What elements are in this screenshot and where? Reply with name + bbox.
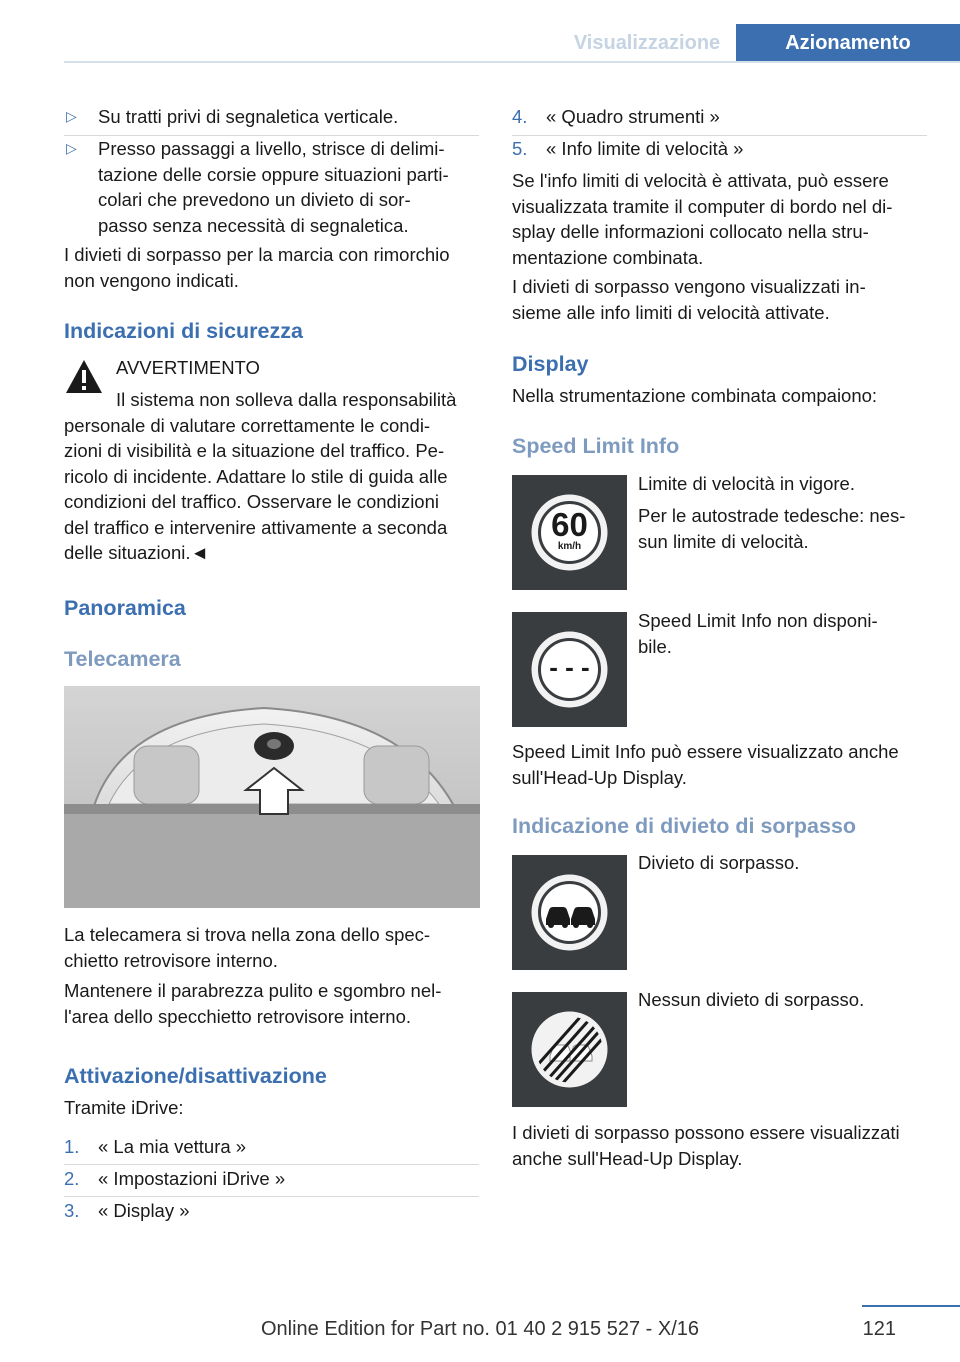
paragraph: I divieti di sorpasso possono essere visualizzati: [512, 1122, 900, 1143]
warning-text: personale di valutare correttamente le condi-: [64, 414, 431, 436]
warning-text: ricolo di incidente. Adattare lo stile di guida alle: [64, 465, 448, 487]
step-number: 1.: [64, 1136, 80, 1157]
end-no-overtaking-sign: [512, 992, 627, 1107]
warning-text: condizioni del traffico. Osservare le condizioni: [64, 491, 439, 512]
heading-camera: Telecamera: [64, 647, 181, 671]
heading-overview: Panoramica: [64, 596, 186, 620]
step-text: « Info limite di velocità »: [546, 138, 744, 159]
step-number: 3.: [64, 1200, 80, 1221]
paragraph: anche sull'Head-Up Display.: [512, 1147, 743, 1169]
divider: [64, 1164, 479, 1165]
no-overtaking-sign: [512, 855, 627, 970]
page-number-rule: [862, 1305, 960, 1307]
paragraph: I divieti di sorpasso vengono visualizzati in-: [512, 276, 866, 297]
warning-icon: [64, 358, 104, 396]
activation-intro: Tramite iDrive:: [64, 1097, 184, 1118]
heading-speed-limit-info: Speed Limit Info: [512, 434, 680, 458]
bullet-marker: ▷: [66, 140, 77, 156]
step-number: 4.: [512, 106, 528, 127]
step-text: « Impostazioni iDrive »: [98, 1168, 286, 1189]
sign-description: Nessun divieto di sorpasso.: [638, 989, 865, 1010]
bullet-text: tazione delle corsie oppure situazioni parti-: [98, 163, 449, 185]
speed-limit-value: 60: [551, 506, 588, 543]
camera-location-image: [64, 686, 480, 908]
tab-visualizzazione[interactable]: Visualizzazione: [573, 31, 721, 54]
warning-text: del traffico e intervenire attivamente a seconda: [64, 516, 448, 538]
divider: [64, 1196, 479, 1197]
sign-description: Per le autostrade tedesche: nes-: [638, 505, 906, 526]
step-text: « La mia vettura »: [98, 1136, 247, 1157]
step-number: 5.: [512, 138, 528, 159]
step-number: 2.: [64, 1168, 80, 1189]
paragraph: mentazione combinata.: [512, 246, 704, 268]
camera-text: chietto retrovisore interno.: [64, 949, 278, 971]
heading-display: Display: [512, 352, 589, 376]
bullet-text: colari che prevedono un divieto di sor-: [98, 189, 411, 210]
header-divider: [64, 61, 960, 63]
sign-description: Limite di velocità in vigore.: [638, 473, 855, 494]
step-text: « Quadro strumenti »: [546, 106, 720, 127]
sign-description: Speed Limit Info non disponi-: [638, 610, 878, 631]
bullet-text: Su tratti privi di segnaletica verticale.: [98, 106, 399, 127]
paragraph: splay delle informazioni collocato nella stru-: [512, 221, 869, 242]
paragraph: sull'Head-Up Display.: [512, 766, 687, 788]
camera-text: l'area dello specchietto retrovisore interno.: [64, 1005, 411, 1027]
speed-limit-unavailable-sign: [512, 612, 627, 727]
camera-text: Mantenere il parabrezza pulito e sgombro nel-: [64, 980, 442, 1001]
tab-azionamento[interactable]: Azionamento: [736, 24, 960, 62]
paragraph: non vengono indicati.: [64, 269, 239, 291]
bullet-marker: ▷: [66, 108, 77, 124]
paragraph: sieme alle info limiti di velocità attivate.: [512, 301, 830, 323]
speed-limit-placeholder: - - -: [549, 652, 590, 682]
warning-text: zioni di visibilità e la situazione del traffico. Pe-: [64, 440, 445, 461]
heading-no-overtaking: Indicazione di divieto di sorpasso: [512, 814, 857, 838]
warning-text: Il sistema non solleva dalla responsabilità: [116, 389, 457, 410]
paragraph: Speed Limit Info può essere visualizzato anche: [512, 741, 899, 762]
display-intro: Nella strumentazione combinata compaiono:: [512, 385, 878, 406]
page-number: 121: [862, 1318, 896, 1340]
heading-activation: Attivazione/disattivazione: [64, 1064, 327, 1088]
heading-safety: Indicazioni di sicurezza: [64, 319, 303, 343]
paragraph: visualizzata tramite il computer di bordo nel di-: [512, 195, 893, 217]
bullet-text: passo senza necessità di segnaletica.: [98, 214, 409, 236]
paragraph: I divieti di sorpasso per la marcia con rimorchio: [64, 244, 450, 265]
sign-description: bile.: [638, 635, 672, 657]
sign-description: sun limite di velocità.: [638, 530, 809, 552]
warning-text: delle situazioni.◄: [64, 542, 209, 563]
sign-description: Divieto di sorpasso.: [638, 852, 800, 873]
warning-title: AVVERTIMENTO: [116, 357, 260, 378]
camera-text: La telecamera si trova nella zona dello spec-: [64, 924, 431, 945]
footer-edition: Online Edition for Part no. 01 40 2 915 527 - X/16: [260, 1318, 700, 1340]
speed-limit-sign: [512, 475, 627, 590]
bullet-text: Presso passaggi a livello, strisce di delimi-: [98, 138, 445, 159]
paragraph: Se l'info limiti di velocità è attivata, può essere: [512, 170, 889, 191]
speed-limit-unit: km/h: [557, 541, 582, 552]
step-text: « Display »: [98, 1200, 190, 1221]
